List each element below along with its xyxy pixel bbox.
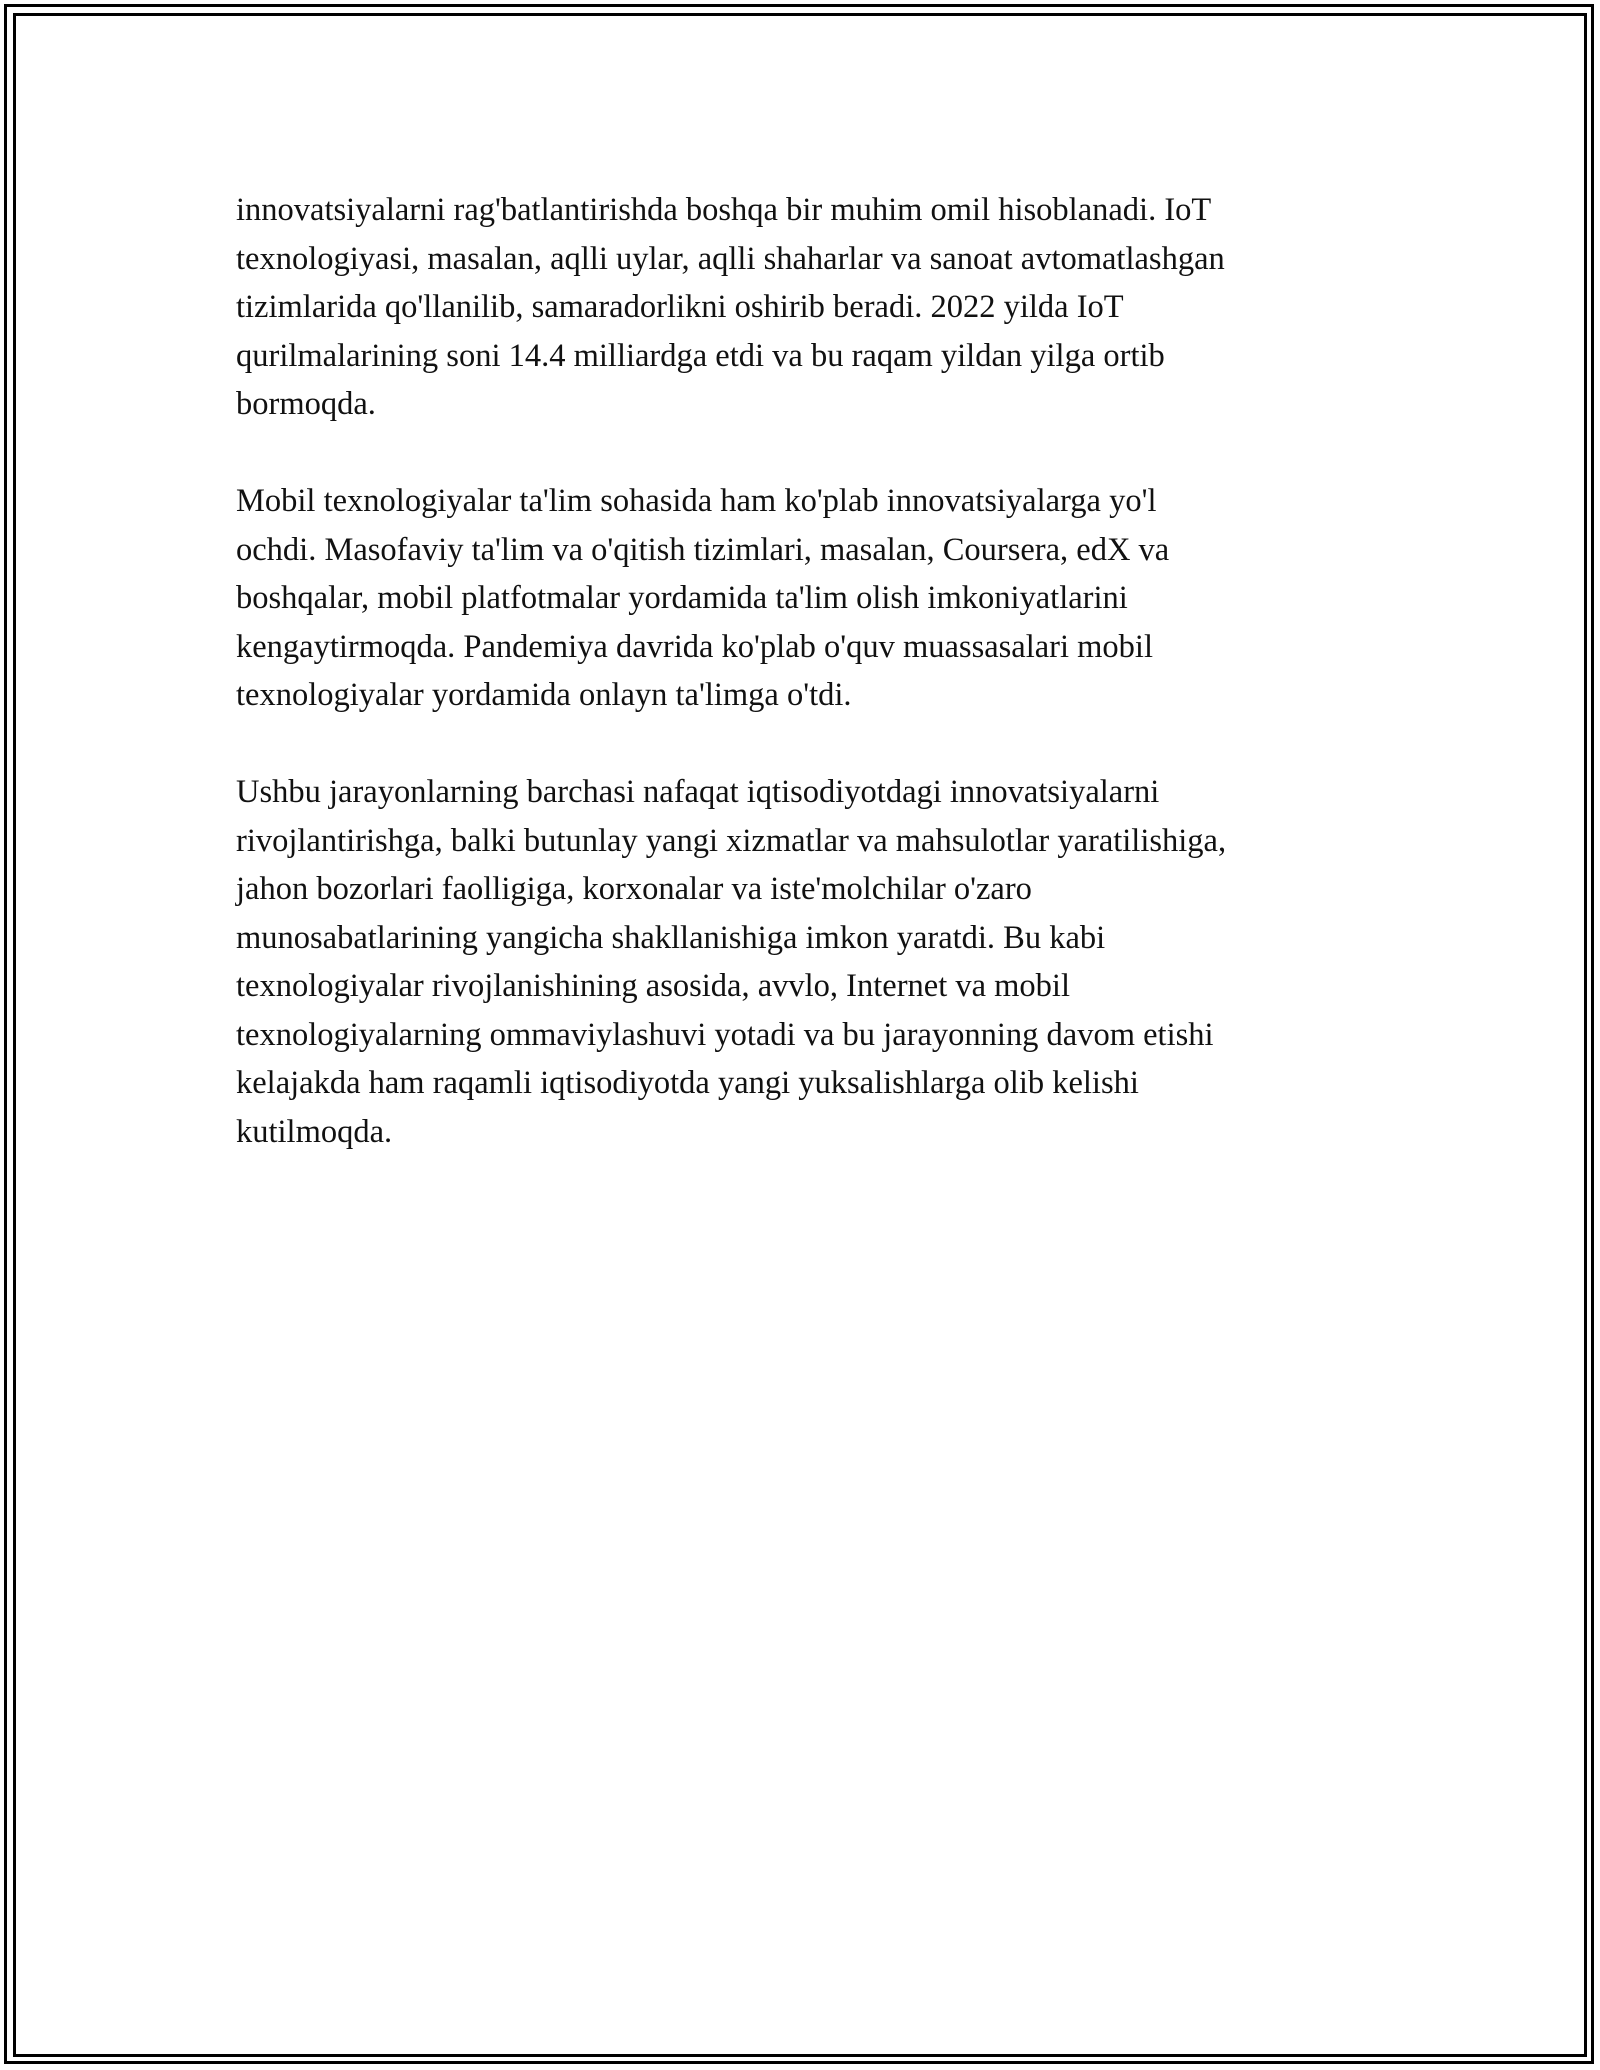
paragraph-conclusion: Ushbu jarayonlarning barchasi nafaqat iqtisodiyotdagi innovatsiyalarni rivojlantirishga, balki butunlay yangi xizmatlar va mahsulotlar yaratilishiga, jahon bozorlari faolligiga, korxonalar va iste'molchilar o'zaro munosabatlarining yangicha shakllanishiga imkon yaratdi. Bu kabi texnologiyalar rivojlanishining asosida, avvlo, Internet va mobil texnologiyalarning ommaviylashuvi yotadi va bu jarayonning davom etishi kelajakda ham raqamli iqtisodiyotda yangi yuksalishlarga olib kelishi kutilmoqda.	[236, 774, 1227, 1150]
paragraph-iot: innovatsiyalarni rag'batlantirishda boshqa bir muhim omil hisoblanadi. IoT texnologiyasi, masalan, aqlli uylar, aqlli shaharlar va sanoat avtomatlashgan tizimlarida qo'llanilib, samaradorlikni oshirib beradi. 2022 yilda IoT qurilmalarining soni 14.4 milliardga etdi va bu raqam yildan yilga ortib bormoqda.	[236, 192, 1225, 422]
document-body	[236, 186, 1366, 1205]
paragraph-education: Mobil texnologiyalar ta'lim sohasida ham ko'plab innovatsiyalarga yo'l ochdi. Masofaviy ta'lim va o'qitish tizimlari, masalan, Coursera, edX va boshqalar, mobil platfotmalar yordamida ta'lim olish imkoniyatlarini kengaytirmoqda. Pandemiya davrida ko'plab o'quv muassasalari mobil texnologiyalar yordamida onlayn ta'limga o'tdi.	[236, 483, 1170, 713]
